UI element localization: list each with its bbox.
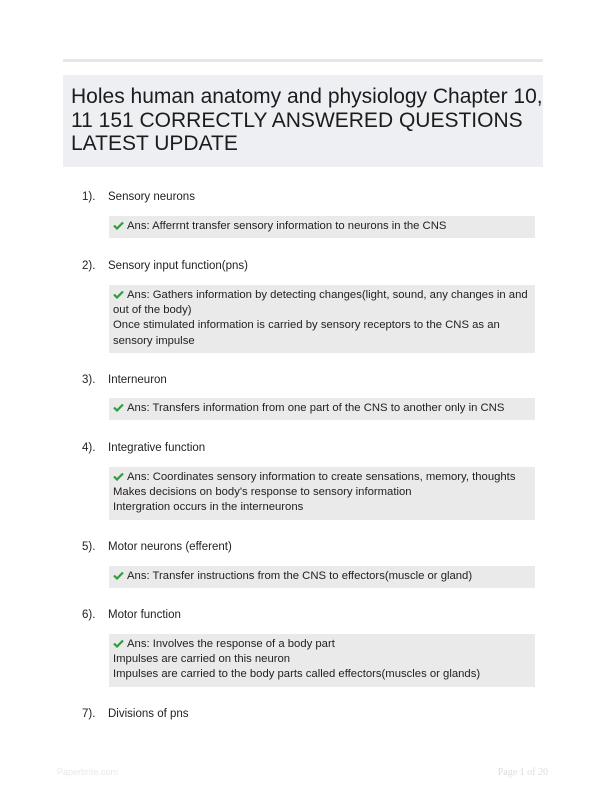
question-number: 1). [82,191,96,203]
page-number: Page 1 of 20 [497,767,548,778]
question-1 [82,191,542,203]
document-title: Holes human anatomy and physiology Chapter 10, 11 151 CORRECTLY ANSWERED QUESTIONS LATEST UPDATE [71,85,543,155]
question-number: 4). [82,442,96,454]
check-icon [113,221,124,230]
question-3 [82,374,542,386]
question-number: 7). [82,708,96,720]
answer-3: Ans: Transfers information from one part of the CNS to another only in CNS [109,398,535,420]
question-text: Interneuron [108,374,167,386]
answer-5: Ans: Transfer instructions from the CNS to effectors(muscle or gland) [109,566,535,588]
question-text: Motor neurons (efferent) [108,541,232,553]
question-text: Integrative function [108,442,206,454]
answer-4: Ans: Coordinates sensory information to create sensations, memory, thoughts Makes decisions on body's response to sensory information Intergration occurs in the interneurons [109,467,535,520]
question-text: Motor function [108,609,181,621]
answer-1: Ans: Afferrnt transfer sensory information to neurons in the CNS [109,216,535,238]
title-banner [63,75,543,167]
question-4 [82,442,542,454]
question-text: Sensory input function(pns) [108,260,248,272]
question-text: Sensory neurons [108,191,195,203]
question-number: 6). [82,609,96,621]
question-number: 3). [82,374,96,386]
check-icon [113,290,124,299]
top-divider [63,59,543,62]
question-number: 5). [82,541,96,553]
check-icon [113,403,124,412]
question-2 [82,260,542,272]
check-icon [113,571,124,580]
question-text: Divisions of pns [108,708,189,720]
question-7 [82,708,542,720]
question-5 [82,541,542,553]
watermark-text: Paperbrite.com [57,767,119,777]
check-icon [113,472,124,481]
check-icon [113,639,124,648]
question-6 [82,609,542,621]
answer-2: Ans: Gathers information by detecting changes(light, sound, any changes in and out of the body) Once stimulated information is carried by sensory receptors to the CNS as an sensory impulse [109,285,535,353]
question-number: 2). [82,260,96,272]
answer-6: Ans: Involves the response of a body part Impulses are carried on this neuron Impulses are carried to the body parts called effectors(muscles or glands) [109,634,535,687]
